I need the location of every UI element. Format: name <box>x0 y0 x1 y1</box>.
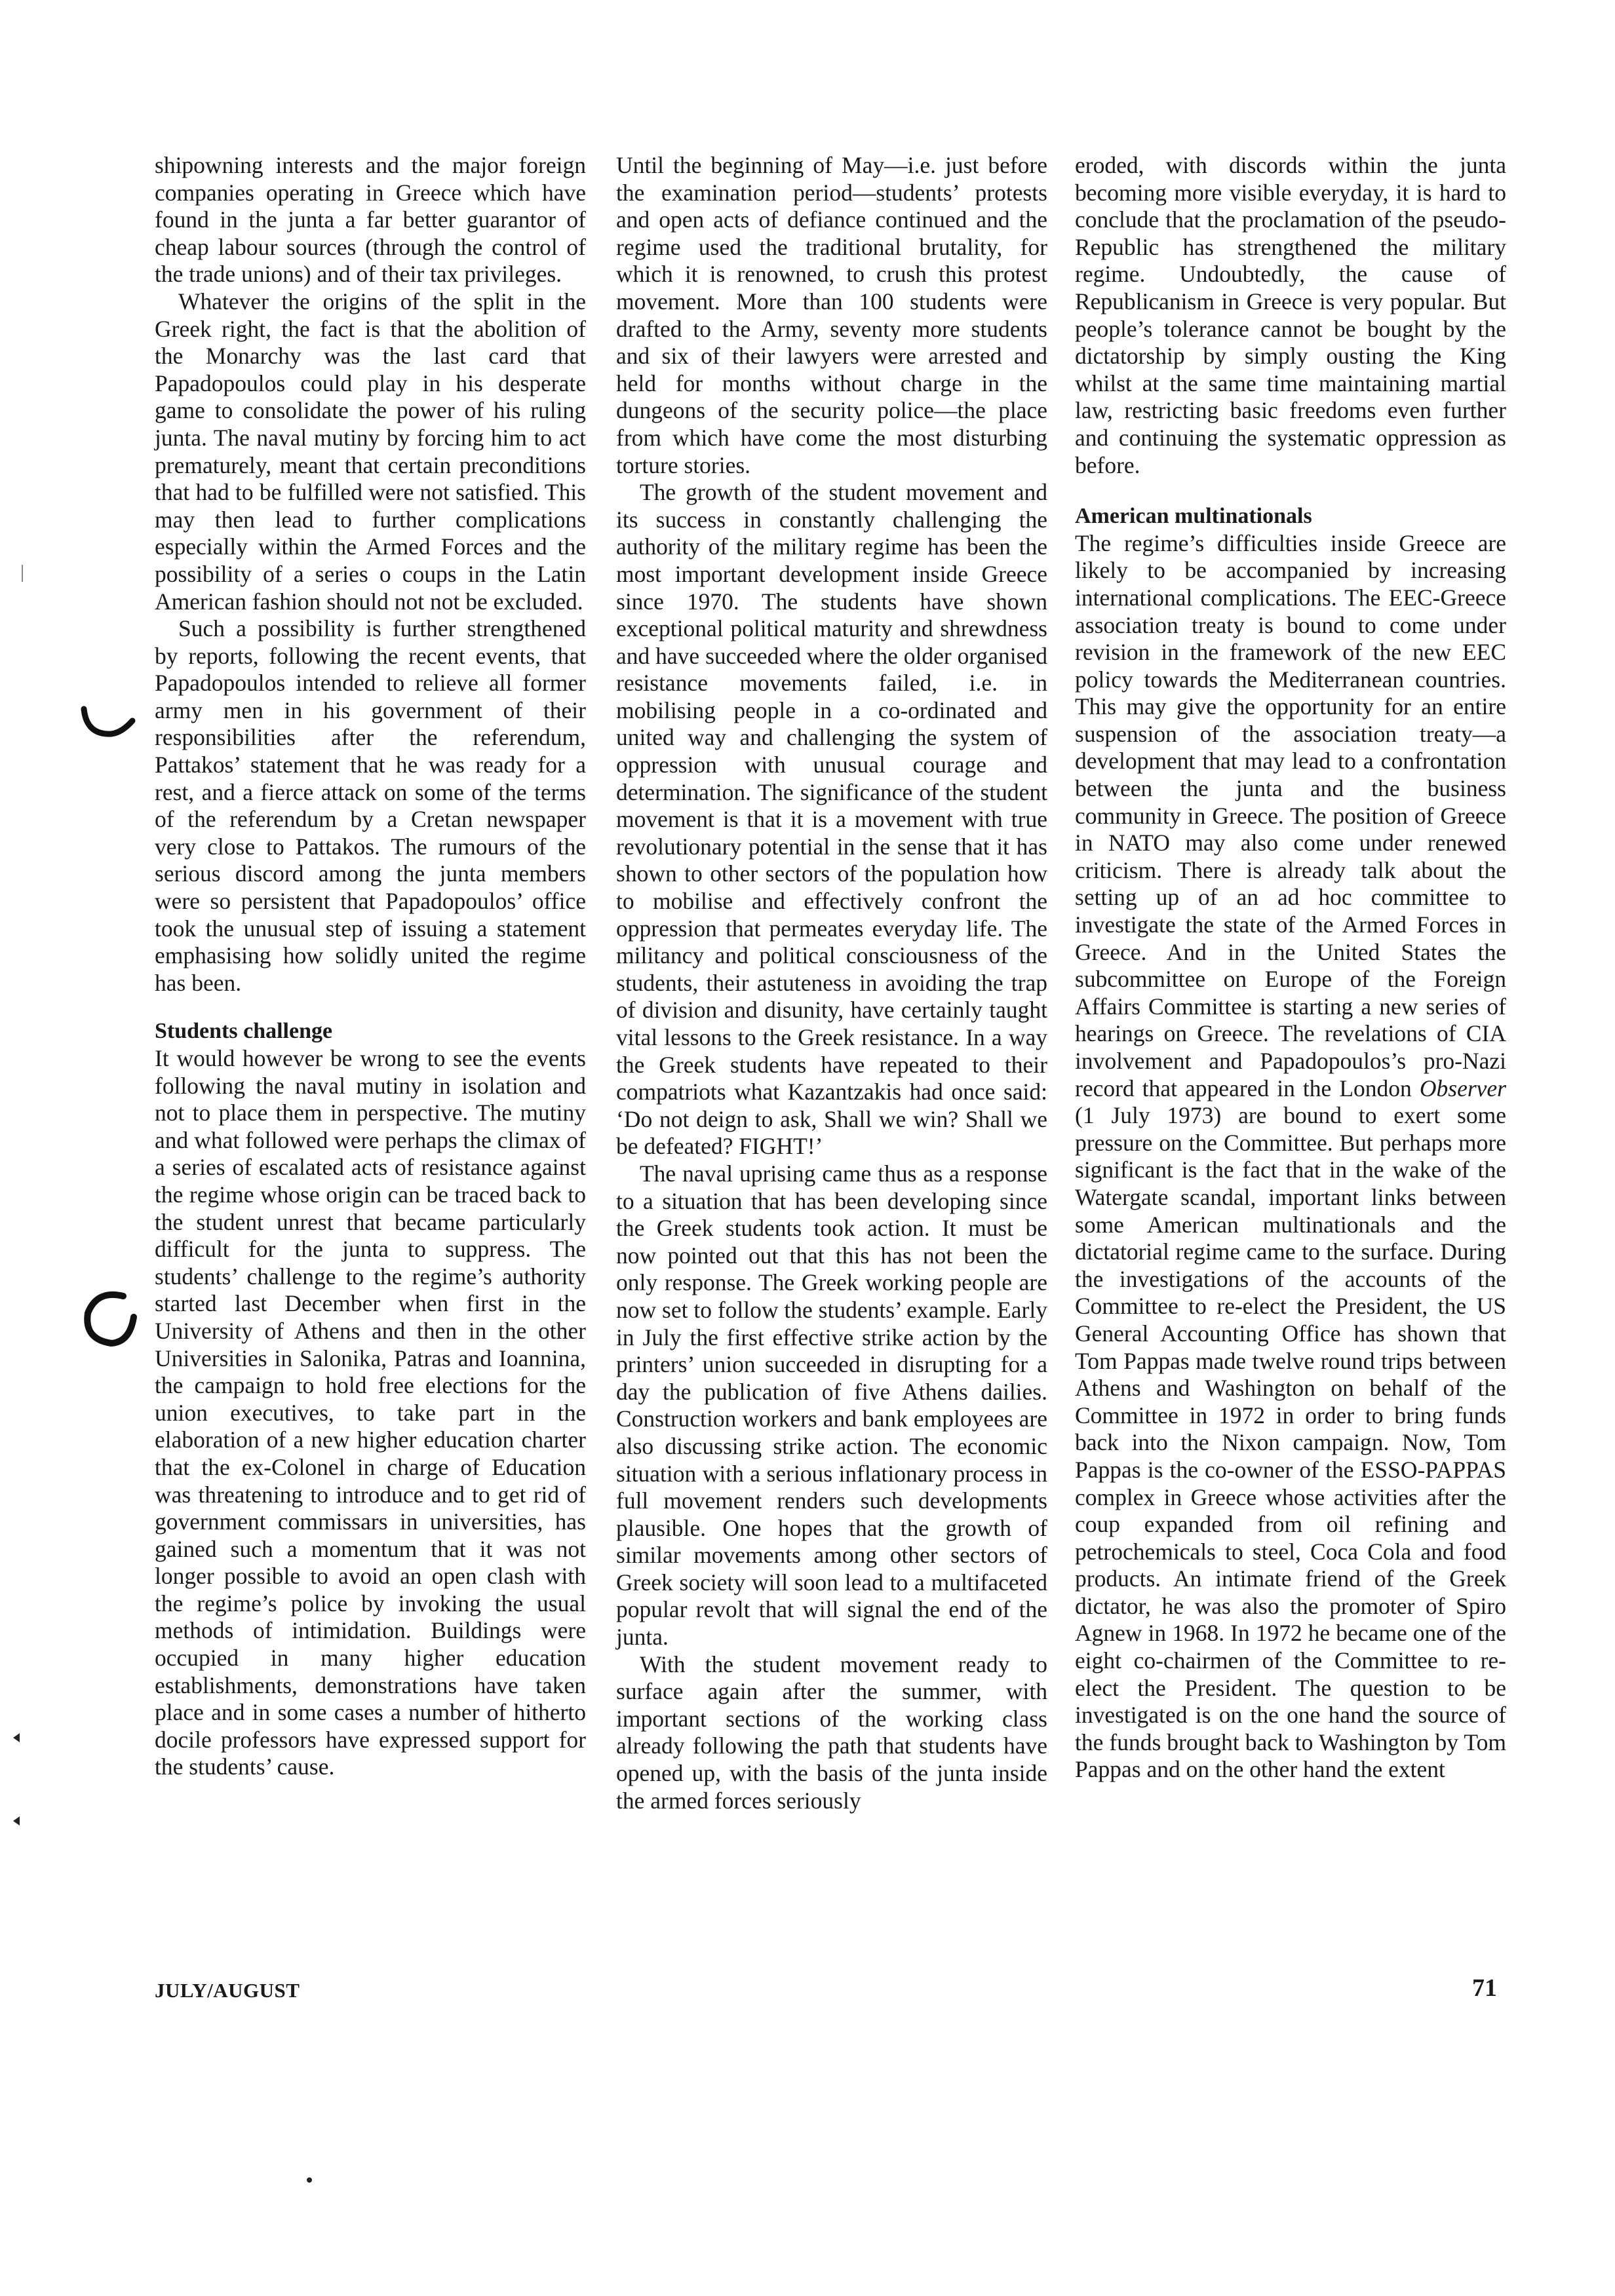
paragraph: Until the beginning of May—i.e. just before the examination period—students’ protests and open acts of defiance continued and the regime used the traditional brutality, for which it is renowned, to crush this protest movement. More than 100 students were drafted to the Army, seventy more students and six of their lawyers were arrested and held for months without charge in the dungeons of the security police—the place from which have come the most disturbing torture stories. <box>616 152 1047 478</box>
paragraph: The growth of the student movement and its success in constantly challenging the authority of the military regime has been the most important development inside Greece since 1970. The students have shown exceptional political maturity and shrewdness and have succeeded where the older organised resistance movements failed, i.e. in mobilising people in a co-ordinated and united way and challenging the system of oppression with unusual courage and determination. The significance of the student movement is that it is a movement with true revolutionary potential in the sense that it has shown to other sectors of the population how to mobilise and effectively confront the oppression that permeates everyday life. The militancy and political consciousness of the students, their astuteness in avoiding the trap of division and disunity, have certainly taught vital lessons to the Greek resistance. In a way the Greek students have repeated to their compatriots what Kazantzakis had once said: ‘Do not deign to ask, Shall we win? Shall we be defeated? FIGHT!’ <box>616 479 1047 1160</box>
issue-label: JULY/AUGUST <box>155 1979 300 2002</box>
punch-hole-mark-top <box>77 704 136 743</box>
paragraph: It would however be wrong to see the events following the naval mutiny in isolation and not to place them in perspective. The mutiny and what followed were perhaps the climax of a series of escalated acts of resistance against the regime whose origin can be traced back to the student unrest that became particularly difficult for the junta to suppress. The students’ challenge to the regime’s authority started last December when first in the University of Athens and then in the other Universities in Salonika, Patras and Ioannina, the campaign to hold free elections for the union executives, to take part in the elaboration of a new higher education charter that the ex-Colonel in charge of Education was threatening to introduce and to get rid of government commissars in universities, has gained such a momentum that it was not longer possible to avoid an open clash with the regime’s police by invoking the usual methods of intimidation. Buildings were occupied in many higher education establishments, demonstrations have taken place and in some cases a number of hitherto docile professors have expressed support for the students’ cause. <box>155 1045 586 1780</box>
paragraph <box>1075 530 1506 1784</box>
paragraph: Such a possibility is further strengthened by reports, following the recent events, that Papadopoulos intended to relieve all former army men in his government of their responsibilities after the referendum, Pattakos’ statement that he was ready for a rest, and a fierce attack on some of the terms of the referendum by a Cretan newspaper very close to Pattakos. The rumours of the serious discord among the junta members were so persistent that Papadopoulos’ office took the unusual step of issuing a statement emphasising how solidly united the regime has been. <box>155 615 586 996</box>
margin-tick-mark <box>18 564 26 583</box>
publication-title: Observer <box>1419 1075 1506 1101</box>
paragraph: eroded, with discords within the junta becoming more visible everyday, it is hard to conclude that the proclamation of the pseudo-Republic has strengthened the military regime. Undoubtedly, the cause of Republicanism in Greece is very popular. But people’s tolerance cannot be bought by the dictatorship by simply ousting the King whilst at the same time maintaining martial law, restricting basic freedoms even further and continuing the systematic oppression as before. <box>1075 152 1506 478</box>
punch-hole-mark-bottom <box>73 1284 146 1356</box>
specks-mark <box>305 2175 313 2185</box>
article-column-2 <box>616 152 1047 1814</box>
section-heading-students-challenge: Students challenge <box>155 1019 333 1044</box>
paragraph: The naval uprising came thus as a response to a situation that has been developing since the Greek students took action. It must be now pointed out that this has not been the only response. The Greek working people are now set to follow the students’ example. Early in July the first effective strike action by the printers’ union succeeded in disrupting for a day the publication of five Athens dailies. Construction workers and bank employees are also discussing strike action. The economic situation with a serious inflationary process in full movement renders such developments plausible. One hopes that the growth of similar movements among other sectors of Greek society will soon lead to a multifaceted popular revolt that will signal the end of the junta. <box>616 1160 1047 1651</box>
page-number: 71 <box>1472 1974 1497 2002</box>
article-column-3 <box>1075 152 1506 1784</box>
article-column-1 <box>155 152 586 1781</box>
paragraph-text: The regime’s difficulties inside Greece are likely to be accompanied by increasing international complications. The EEC-Greece association treaty is bound to come under revision in the framework of the new EEC policy towards the Mediterranean countries. This may give the opportunity for an entire suspension of the association treaty—a development that may lead to a confrontation between the junta and the business community in Greece. The position of Greece in NATO may also come under renewed criticism. There is already talk about the setting up of an ad hoc committee to investigate the state of the Armed Forces in Greece. And in the United States the subcommittee on Europe of the Foreign Affairs Committee is starting a new series of hearings on Greece. The revelations of CIA involvement and Papadopoulos’s pro-Nazi record that appeared in the London <box>1075 529 1506 1101</box>
paragraph: Whatever the origins of the split in the Greek right, the fact is that the abolition of the Monarchy was the last card that Papadopoulos could play in his desperate game to consolidate the power of his ruling junta. The naval mutiny by forcing him to act prematurely, meant that certain preconditions that had to be fulfilled were not satisfied. This may then lead to further complications especially within the Armed Forces and the possibility of a series o coups in the Latin American fashion should not not be excluded. <box>155 288 586 615</box>
margin-dot-mark <box>12 1815 21 1827</box>
paragraph: With the student movement ready to surface again after the summer, with important sections of the working class already following the path that students have opened up, with the basis of the junta inside the armed forces seriously <box>616 1651 1047 1814</box>
margin-dot-mark <box>12 1732 21 1744</box>
paragraph: shipowning interests and the major foreign companies operating in Greece which have found in the junta a far better guarantor of cheap labour sources (through the control of the trade unions) and of their tax privileges. <box>155 152 586 288</box>
section-heading-american-multinationals: American multinationals <box>1075 504 1312 529</box>
paragraph-text: (1 July 1973) are bound to exert some pressure on the Committee. But perhaps more significant is the fact that in the wake of the Watergate scandal, important links between some American multinationals and the dictatorial regime came to the surface. During the investigations of the accounts of the Committee to re-elect the President, the US General Accounting Office has shown that Tom Pappas made twelve round trips between Athens and Washington on behalf of the Committee in 1972 in order to bring funds back into the Nixon campaign. Now, Tom Pappas is the co-owner of the ESSO-PAPPAS complex in Greece whose activities after the coup expanded from oil refining and petrochemicals to steel, Coca Cola and food products. An intimate friend of the Greek dictator, he was also the promoter of Spiro Agnew in 1968. In 1972 he became one of the eight co-chairmen of the Committee to re-elect the President. The question to be investigated is on the one hand the source of the funds brought back to Washington by Tom Pappas and on the other hand the extent <box>1075 1102 1506 1783</box>
